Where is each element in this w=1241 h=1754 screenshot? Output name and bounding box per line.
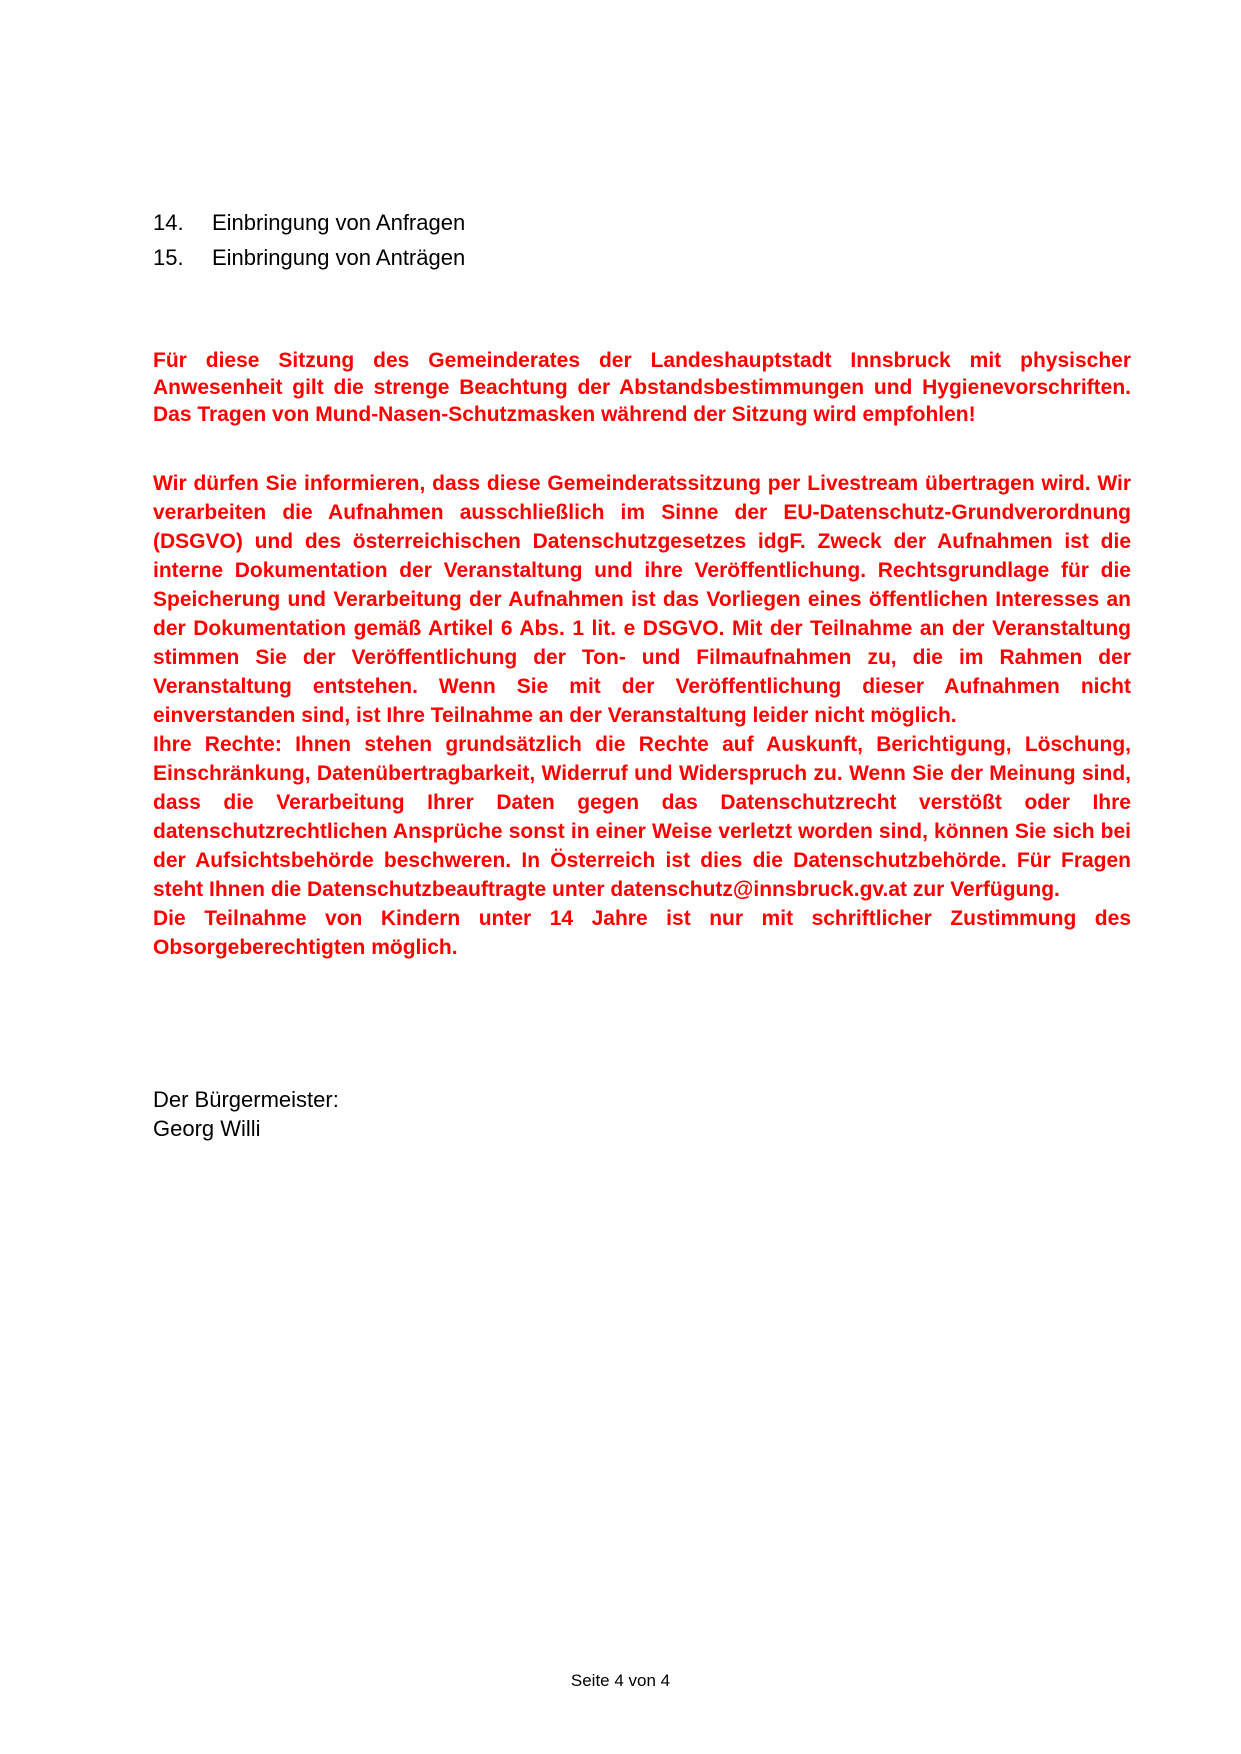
agenda-item-label: Einbringung von Anfragen (212, 210, 466, 235)
hygiene-notice-text: Für diese Sitzung des Gemeinderates der Landeshauptstadt Innsbruck mit physischer Anwesenheit gilt die strenge Beachtung der Abstandsbestimmungen und Hygienevorschriften. Das Tragen von Mund-Nasen-Schutzmasken während der Sitzung wird empfohlen! (153, 349, 1131, 426)
agenda-item (153, 205, 1053, 240)
agenda-item-label: Einbringung von Anträgen (212, 245, 466, 270)
page-footer (0, 1671, 1241, 1691)
privacy-notice (153, 469, 1131, 962)
livestream-notice-text: Wir dürfen Sie informieren, dass diese Gemeinderatssitzung per Livestream übertragen wird. Wir verarbeiten die Aufnahmen ausschließlich im Sinne der EU-Datenschutz-Grundverordnung (DSGVO) und des österreichischen Datenschutzgesetzes idgF. Zweck der Aufnahmen ist die interne Dokumentation der Veranstaltung und ihre Veröffentlichung. Rechtsgrundlage für die Speicherung und Verarbeitung der Aufnahmen ist das Vorliegen eines öffentlichen Interesses an der Dokumentation gemäß Artikel 6 Abs. 1 lit. e DSGVO. Mit der Teilnahme an der Veranstaltung stimmen Sie der Veröffentlichung der Ton- und Filmaufnahmen zu, die im Rahmen der Veranstaltung entstehen. Wenn Sie mit der Veröffentlichung dieser Aufnahmen nicht einverstanden sind, ist Ihre Teilnahme an der Veranstaltung leider nicht möglich. (153, 472, 1131, 727)
hygiene-notice (153, 347, 1131, 428)
children-notice-text: Die Teilnahme von Kindern unter 14 Jahre ist nur mit schriftlicher Zustimmung des Obsorgeberechtigten möglich. (153, 907, 1131, 959)
agenda-item-number: 15. (153, 245, 184, 270)
rights-notice-text: Ihre Rechte: Ihnen stehen grundsätzlich die Rechte auf Auskunft, Berichtigung, Löschung, Einschränkung, Datenübertragbarkeit, Widerruf und Widerspruch zu. Wenn Sie der Meinung sind, dass die Verarbeitung Ihrer Daten gegen das Datenschutzrecht verstößt oder Ihre datenschutzrechtlichen Ansprüche sonst in einer Weise verletzt worden sind, können Sie sich bei der Aufsichtsbehörde beschweren. In Österreich ist dies die Datenschutzbehörde. Für Fragen steht Ihnen die Datenschutzbeauftragte unter datenschutz@innsbruck.gv.at zur Verfügung. (153, 733, 1131, 901)
agenda-item (153, 240, 1053, 275)
signature-name: Georg Willi (153, 1116, 261, 1141)
page-number: Seite 4 von 4 (570, 1671, 671, 1690)
signature-role: Der Bürgermeister: (153, 1087, 339, 1112)
signature-block (153, 1085, 339, 1143)
agenda-list (153, 205, 1053, 275)
agenda-item-number: 14. (153, 210, 184, 235)
